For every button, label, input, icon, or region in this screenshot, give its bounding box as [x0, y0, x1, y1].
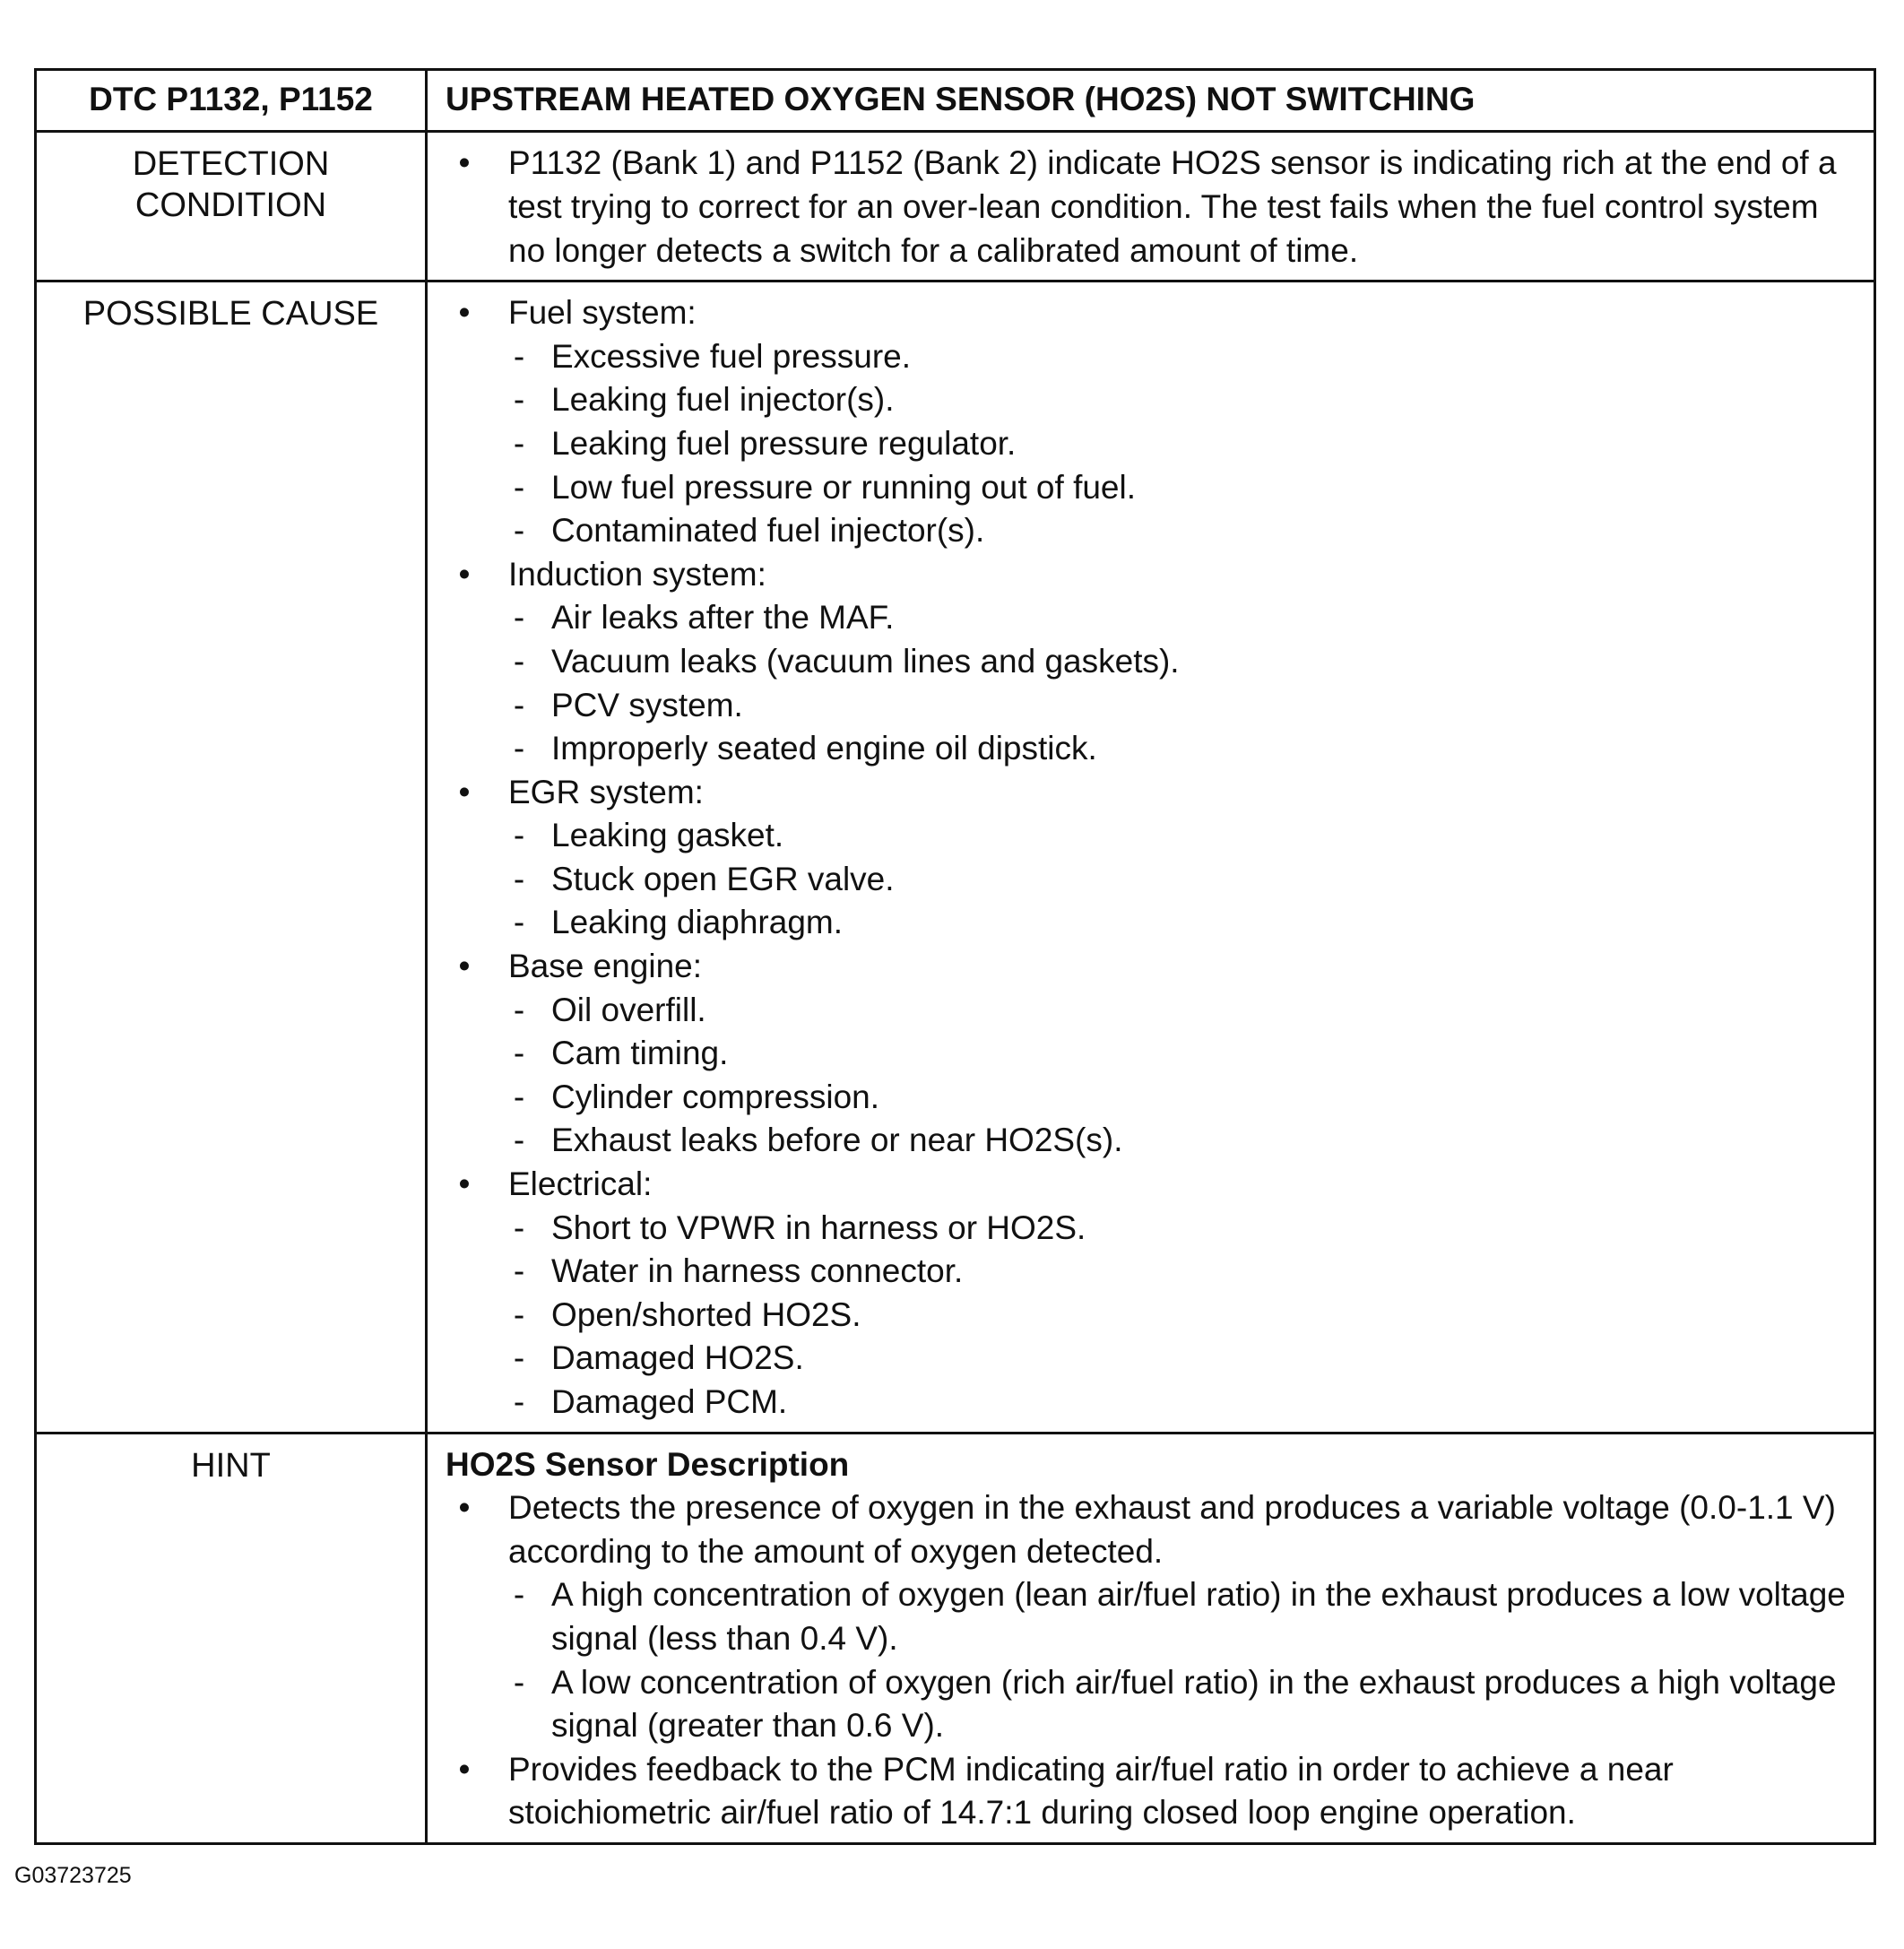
sub-item — [508, 422, 1856, 466]
dtc-title: UPSTREAM HEATED OXYGEN SENSOR (HO2S) NOT SWITCHING — [427, 70, 1875, 132]
hint-sub-1: A high concentration of oxygen (lean air/fuel ratio) in the exhaust produces a low voltage signal (less than 0.4 V). — [551, 1576, 1846, 1657]
hint-heading: HO2S Sensor Description — [446, 1445, 850, 1483]
sub-item — [508, 814, 1856, 858]
dash-icon: - — [513, 1078, 525, 1115]
dtc-table — [34, 68, 1876, 1845]
list-item — [446, 1486, 1856, 1573]
list-item — [446, 1748, 1856, 1835]
sub-item — [508, 1294, 1856, 1338]
cause-group-title: Base engine: — [508, 948, 703, 985]
sub-item — [508, 335, 1856, 379]
list-item — [446, 291, 1856, 553]
dash-icon: - — [513, 1295, 525, 1333]
dash-icon: - — [513, 599, 525, 637]
possible-cause-label: POSSIBLE CAUSE — [36, 282, 427, 1433]
dash-icon: - — [513, 860, 525, 897]
cause-item: Oil overfill. — [551, 991, 706, 1028]
cause-item: Leaking gasket. — [551, 817, 784, 854]
cause-item: Contaminated fuel injector(s). — [551, 512, 985, 550]
cause-group-title: Electrical: — [508, 1165, 653, 1203]
cause-item: Stuck open EGR valve. — [551, 860, 895, 897]
dash-icon: - — [513, 642, 525, 680]
sub-item — [508, 596, 1856, 640]
possible-cause-content — [427, 282, 1875, 1433]
bullet-icon: • — [458, 294, 471, 332]
detection-label — [36, 132, 427, 282]
dash-icon: - — [513, 424, 525, 462]
dash-icon: - — [513, 512, 525, 550]
cause-item: PCV system. — [551, 686, 743, 723]
cause-item: Damaged HO2S. — [551, 1339, 804, 1377]
detection-content — [427, 132, 1875, 282]
list-item — [446, 142, 1856, 273]
sub-item — [508, 989, 1856, 1033]
sub-item — [508, 1032, 1856, 1076]
sub-item — [508, 1337, 1856, 1381]
dash-icon: - — [513, 1122, 525, 1159]
sub-item — [508, 901, 1856, 945]
dash-icon: - — [513, 1339, 525, 1377]
list-item — [446, 1163, 1856, 1425]
cause-item: Cylinder compression. — [551, 1078, 880, 1115]
sub-item — [508, 1661, 1856, 1748]
cause-item: Air leaks after the MAF. — [551, 599, 895, 637]
sub-item — [508, 1250, 1856, 1294]
dash-icon: - — [513, 1252, 525, 1290]
dash-icon: - — [513, 991, 525, 1028]
sub-item — [508, 378, 1856, 422]
dash-icon: - — [513, 1663, 525, 1701]
sub-item — [508, 1076, 1856, 1120]
dash-icon: - — [513, 817, 525, 854]
hint-bullet-2: Provides feedback to the PCM indicating air/fuel ratio in order to achieve a near stoichiometric air/fuel ratio of 14.7:1 during closed loop engine operation. — [508, 1750, 1674, 1832]
detection-label-line1: DETECTION — [132, 145, 330, 184]
sub-item — [508, 1119, 1856, 1163]
sub-item — [508, 509, 1856, 553]
cause-item: Vacuum leaks (vacuum lines and gaskets). — [551, 642, 1180, 680]
sub-item — [508, 684, 1856, 728]
sub-item — [508, 466, 1856, 510]
cause-item: Leaking diaphragm. — [551, 904, 843, 941]
list-item — [446, 1573, 1856, 1747]
dash-icon: - — [513, 381, 525, 419]
hint-sub-2: A low concentration of oxygen (rich air/fuel ratio) in the exhaust produces a high voltage signal (greater than 0.6 V). — [551, 1663, 1837, 1745]
cause-item: Low fuel pressure or running out of fuel. — [551, 468, 1136, 506]
bullet-icon: • — [458, 1489, 471, 1527]
cause-item: Leaking fuel pressure regulator. — [551, 424, 1017, 462]
possible-cause-row — [36, 282, 1875, 1433]
sub-item — [508, 727, 1856, 771]
hint-row — [36, 1433, 1875, 1843]
sub-item — [508, 1381, 1856, 1425]
sub-item — [508, 1573, 1856, 1660]
cause-item: Cam timing. — [551, 1035, 729, 1072]
hint-label: HINT — [36, 1433, 427, 1843]
dash-icon: - — [513, 730, 525, 767]
cause-group-title: Fuel system: — [508, 294, 697, 332]
cause-group-title: EGR system: — [508, 773, 704, 810]
bullet-icon: • — [458, 555, 471, 593]
cause-item: Improperly seated engine oil dipstick. — [551, 730, 1097, 767]
cause-group-title: Induction system: — [508, 555, 766, 593]
dash-icon: - — [513, 904, 525, 941]
bullet-icon: • — [458, 1165, 471, 1203]
cause-item: Short to VPWR in harness or HO2S. — [551, 1208, 1086, 1246]
cause-item: Excessive fuel pressure. — [551, 337, 912, 375]
list-item — [446, 771, 1856, 945]
cause-item: Exhaust leaks before or near HO2S(s). — [551, 1122, 1123, 1159]
dash-icon: - — [513, 337, 525, 375]
sub-item — [508, 858, 1856, 902]
detection-text: P1132 (Bank 1) and P1152 (Bank 2) indicate HO2S sensor is indicating rich at the end of a test trying to correct for an over-lean condition. The test fails when the fuel control system no longer detects a switch for a calibrated amount of time. — [508, 144, 1837, 269]
bullet-icon: • — [458, 773, 471, 810]
dash-icon: - — [513, 1383, 525, 1421]
sub-item — [508, 640, 1856, 684]
detection-row — [36, 132, 1875, 282]
bullet-icon: • — [458, 948, 471, 985]
dash-icon: - — [513, 468, 525, 506]
list-item — [446, 945, 1856, 1163]
sub-item — [508, 1207, 1856, 1251]
dash-icon: - — [513, 686, 525, 723]
hint-content — [427, 1433, 1875, 1843]
list-item — [446, 553, 1856, 771]
bullet-icon: • — [458, 144, 471, 182]
cause-item: Water in harness connector. — [551, 1252, 964, 1290]
dash-icon: - — [513, 1208, 525, 1246]
hint-bullet-1: Detects the presence of oxygen in the exhaust and produces a variable voltage (0.0-1.1 V) according to the amount of oxygen detected. — [508, 1489, 1836, 1570]
dash-icon: - — [513, 1576, 525, 1614]
cause-item: Damaged PCM. — [551, 1383, 788, 1421]
bullet-icon: • — [458, 1750, 471, 1788]
cause-groups — [446, 291, 1856, 1424]
cause-item: Open/shorted HO2S. — [551, 1295, 861, 1333]
header-row — [36, 70, 1875, 132]
cause-item: Leaking fuel injector(s). — [551, 381, 895, 419]
image-id: G03723725 — [14, 1863, 132, 1888]
dtc-codes: DTC P1132, P1152 — [36, 70, 427, 132]
dash-icon: - — [513, 1035, 525, 1072]
detection-label-line2: CONDITION — [134, 186, 327, 225]
